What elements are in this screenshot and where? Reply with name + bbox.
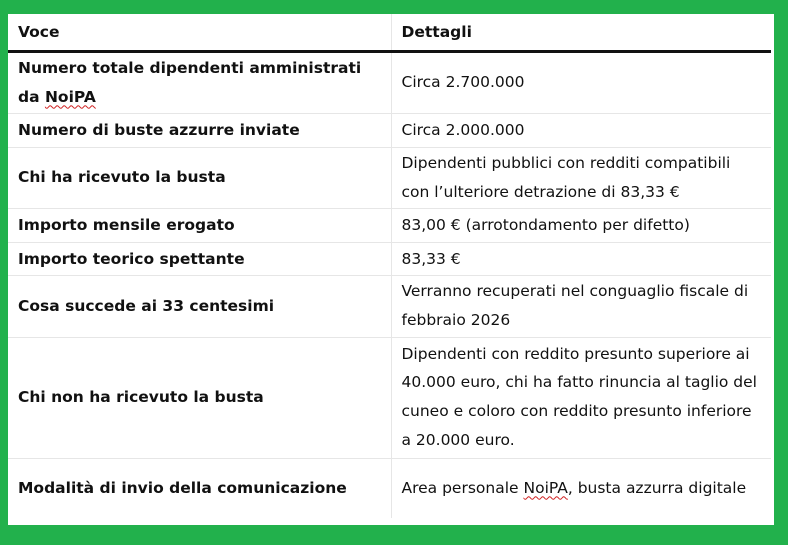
row-value-brand: NoiPA bbox=[523, 478, 568, 497]
row-label: Chi non ha ricevuto la busta bbox=[8, 337, 391, 458]
row-value: Verranno recuperati nel conguaglio fiscale di febbraio 2026 bbox=[391, 276, 771, 337]
row-value: 83,33 € bbox=[391, 243, 771, 276]
table-row bbox=[8, 114, 771, 148]
row-value: Dipendenti pubblici con redditi compatibili con l’ulteriore detrazione di 83,33 € bbox=[391, 148, 771, 209]
row-label: Numero di buste azzurre inviate bbox=[8, 114, 391, 148]
table-row bbox=[8, 148, 771, 209]
column-header-dettagli: Dettagli bbox=[391, 14, 771, 52]
table-row bbox=[8, 458, 771, 518]
row-label: Cosa succede ai 33 centesimi bbox=[8, 276, 391, 337]
info-table bbox=[8, 14, 771, 518]
row-value: Circa 2.000.000 bbox=[391, 114, 771, 148]
table-row bbox=[8, 209, 771, 243]
table-row bbox=[8, 337, 771, 458]
row-label: Importo mensile erogato bbox=[8, 209, 391, 243]
row-value bbox=[391, 458, 771, 518]
row-value-text: , busta azzurra digitale bbox=[567, 478, 747, 497]
table-row bbox=[8, 52, 771, 114]
row-value: Dipendenti con reddito presunto superiore ai 40.000 euro, chi ha fatto rinuncia al taglio del cuneo e coloro con reddito presunto inferiore a 20.000 euro. bbox=[391, 337, 771, 458]
row-value: Circa 2.700.000 bbox=[391, 52, 771, 114]
row-value: 83,00 € (arrotondamento per difetto) bbox=[391, 209, 771, 243]
table-header-row bbox=[8, 14, 771, 52]
row-label: Importo teorico spettante bbox=[8, 243, 391, 276]
row-label: Modalità di invio della comunicazione bbox=[18, 478, 347, 497]
table-container bbox=[8, 14, 774, 525]
table-row bbox=[8, 276, 771, 337]
row-label bbox=[8, 52, 391, 114]
row-label-brand: NoiPA bbox=[44, 87, 96, 106]
row-label-text: Numero totale dipendenti amministrati da bbox=[18, 59, 362, 106]
row-label: Chi ha ricevuto la busta bbox=[8, 148, 391, 209]
table-row bbox=[8, 243, 771, 276]
column-header-voce: Voce bbox=[8, 14, 391, 52]
row-value-text: Area personale bbox=[401, 478, 524, 497]
